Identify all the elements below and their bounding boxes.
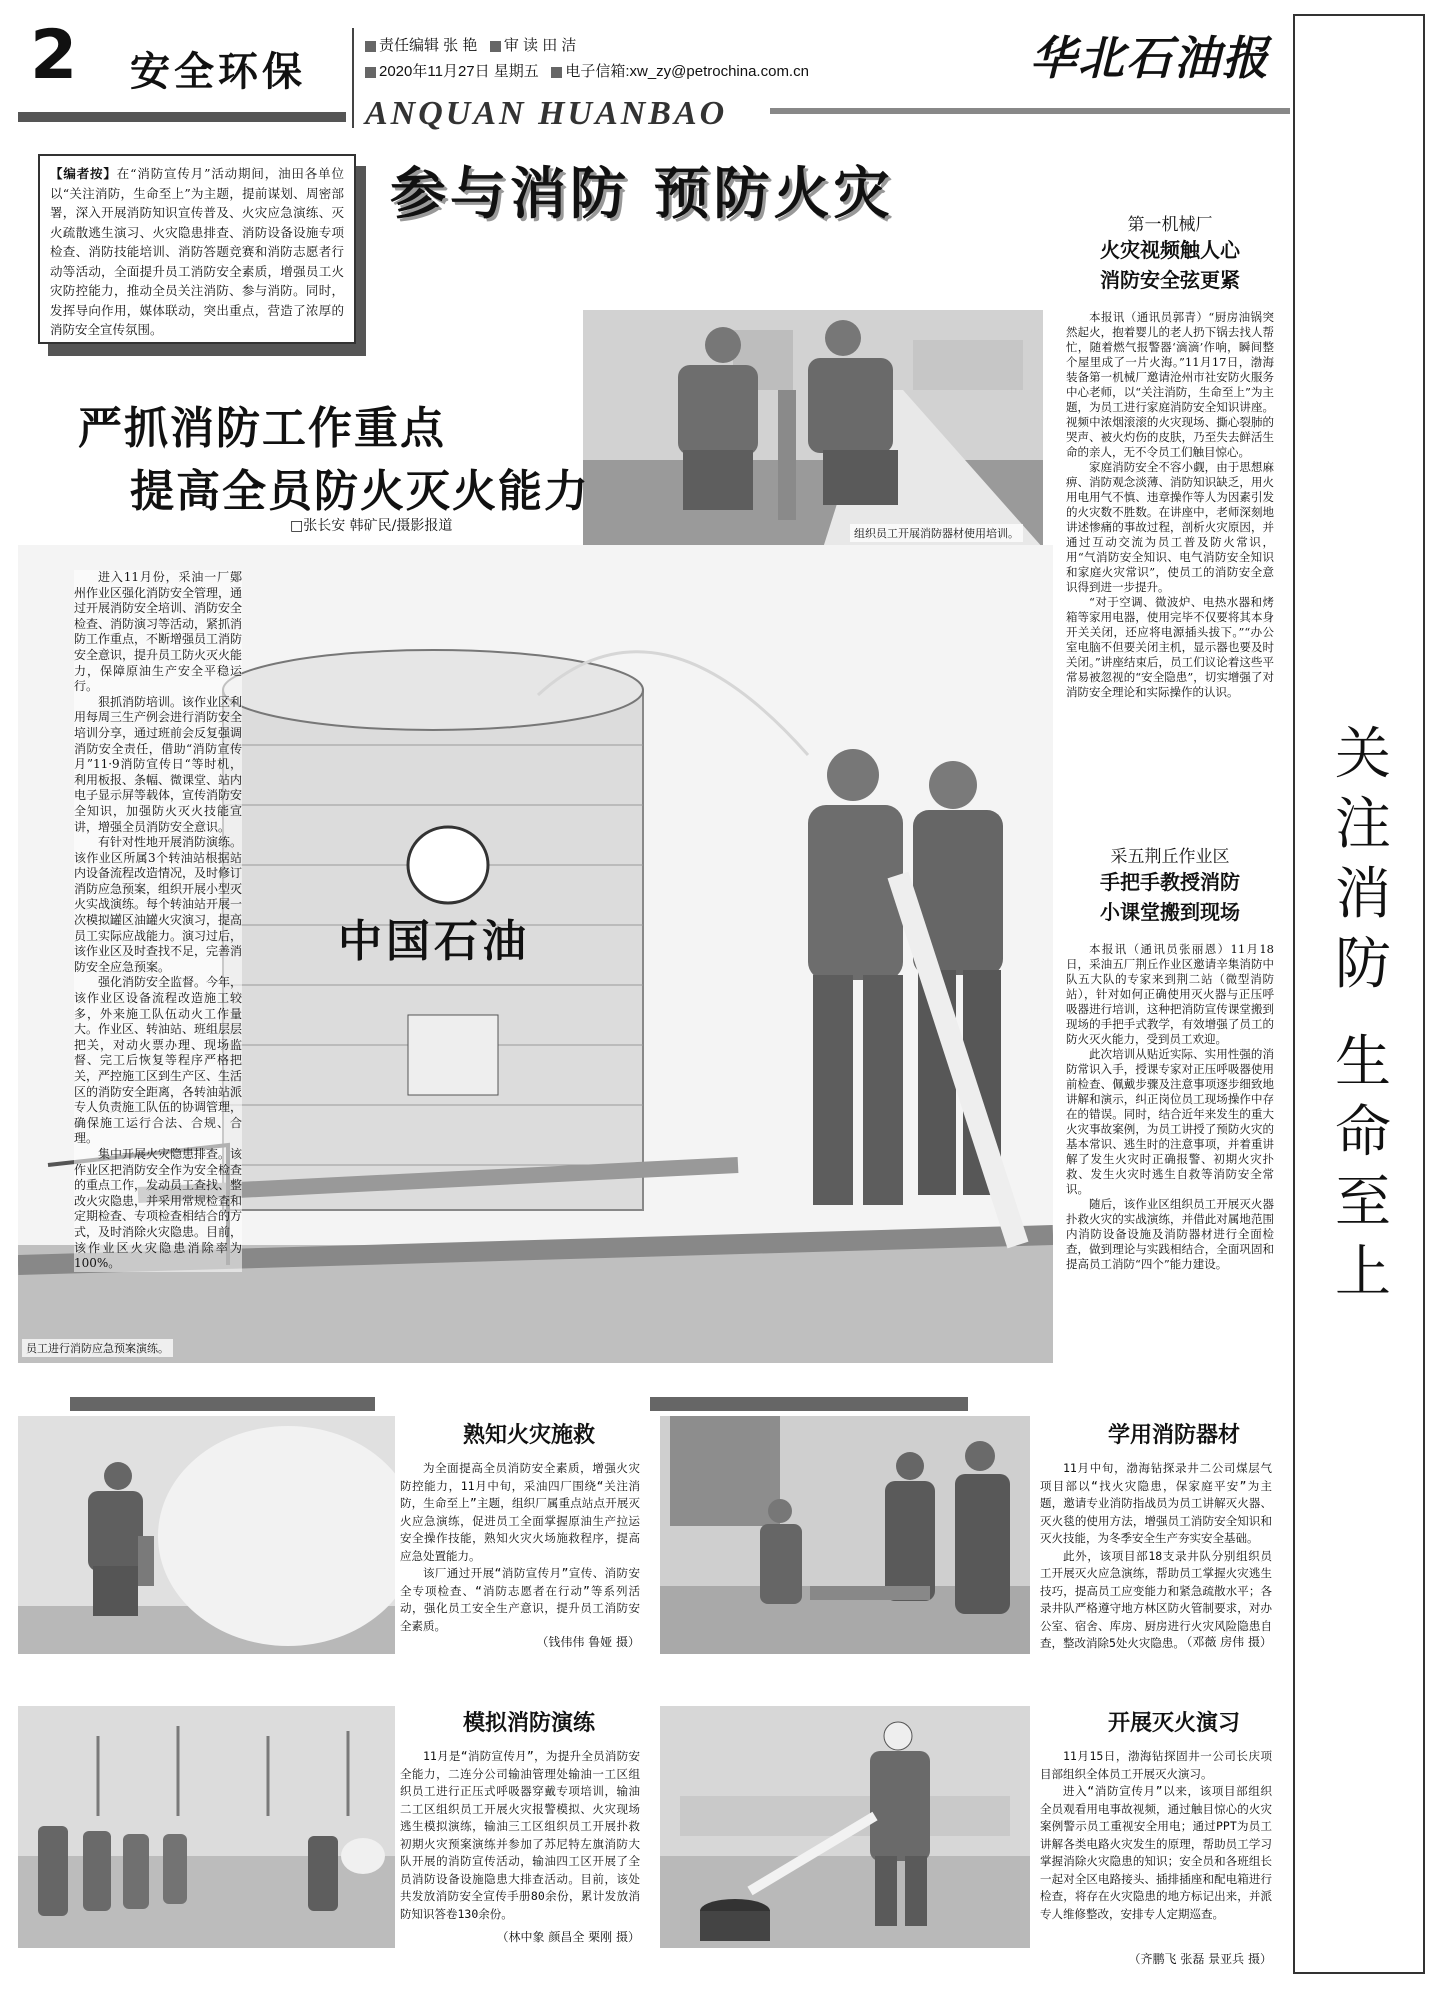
main-story-paragraph: 进入11月份，采油一厂鄚州作业区强化消防安全管理，通过开展消防安全培训、消防安全检查、消防演习等活动，紧抓消防工作重点，不断增强员工消防安全意识，提升员工防火灭火能力，保障原油生产安全平稳运行。 (74, 570, 243, 694)
sub-story-paragraph: 11月是“消防宣传月”，为提升全员消防安全能力，二连分公司输油管理处输油一工区组织员工进行正压式呼吸器穿戴专项培训，输油二工区组织员工开展火灾报警模拟、火灾现场逃生模拟演练，输油三工区组织员工开展扑救初期火灾预案演练并参加了苏尼特左旗消防大队开展的消防宣传活动，输油四工区开展了全员消防设备设施隐患大排查活动。目前，该处共发放消防安全宣传手册80余份，累计发放消防知识答卷130余份。 (400, 1749, 640, 1921)
main-story-paragraph: 强化消防安全监督。今年，该作业区设备流程改造施工较多，外来施工队伍动火工作量大。作业区、转油站、班组层层把关，对动火票办理、现场监督、完工后恢复等程序严格把关，严控施工区到生产区、生活区的消防安全距离，各转油站派专人负责施工队伍的协调管理，确保施工运行合法、合规、合理。 (74, 975, 243, 1146)
training-photo-image (583, 310, 1043, 548)
column2-head-line2: 小课堂搬到现场 (1100, 900, 1240, 924)
side-slogan (1318, 720, 1408, 1308)
sub-story-paragraph: 11月15日，渤海钻探固井一公司长庆项目部组织全体员工开展灭火演习。 (1040, 1749, 1272, 1781)
column2-head-line1: 手把手教授消防 (1100, 870, 1240, 894)
extinguisher-drill-image (18, 1416, 395, 1654)
editor-note (38, 154, 356, 344)
page-number: 2 (30, 16, 78, 95)
column2-paragraph: 本报讯（通讯员张丽恩）11月18日，采油五厂荆丘作业区邀请辛集消防中队五大队的专家来到荆二站（微型消防站），针对如何正确使用灭火器与正压呼吸器进行培训，这种把消防宣传课堂搬到现场的手把手式教学，有效增强了员工的防火灭火能力，受到员工欢迎。 (1066, 942, 1274, 1046)
sub-story2-body (1040, 1460, 1272, 1653)
sub-story1-credit: （钱伟伟 鲁娅 摄） (536, 1635, 640, 1649)
sub-story-bar (70, 1397, 375, 1411)
slogan-char: 命 (1335, 1100, 1391, 1165)
slogan-char: 注 (1335, 792, 1391, 857)
sub-story3-photo (18, 1706, 395, 1948)
header-rule (18, 112, 346, 122)
header-meta-row-2 (365, 60, 809, 81)
header-gray-rule (770, 108, 1290, 114)
fire-drill-image (18, 1706, 395, 1948)
drill-photo-caption: 员工进行消防应急预案演练。 (22, 1339, 173, 1357)
sub-story1-body (400, 1460, 640, 1635)
slogan-char: 生 (1335, 1030, 1391, 1095)
square-bullet-icon (365, 67, 376, 78)
banner-title: 参与消防 预防火灾 (390, 162, 894, 227)
column2-body (1066, 942, 1274, 1272)
sub-story1-title: 熟知火灾施救 (462, 1423, 595, 1448)
sub-story4-photo (660, 1706, 1030, 1948)
slogan-char: 消 (1335, 862, 1391, 927)
equipment-training-image (660, 1416, 1030, 1654)
sub-story-bar (650, 1397, 968, 1411)
sub-story-paragraph: 此外，该项目部18支录井队分别组织员工开展灭火应急演练，帮助员工掌握火灾逃生技巧，提高员工应变能力和紧急疏散水平；各录井队严格遵守地方林区防火管制要求，对办公室、宿舍、库房、厨房进行火灾风险隐患自查，整改消除5处火灾隐患。 (1040, 1548, 1272, 1650)
slogan-char: 至 (1335, 1170, 1391, 1235)
slogan-char: 防 (1335, 932, 1391, 997)
email-label: 电子信箱:xw_zy@petrochina.com.cn (565, 63, 809, 80)
sub-story-paragraph: 为全面提高全员消防安全素质，增强火灾防控能力，11月中旬，采油四厂围绕“关注消防，生命至上”主题，组织厂属重点站点开展灭火应急演练，促进员工全面掌握原油生产拉运安全操作技能，熟知火灾火场施救程序，提高应急处置能力。 (400, 1461, 640, 1563)
column1-kicker: 第一机械厂 (1127, 215, 1213, 235)
column1-paragraph: 本报讯（通讯员郭青）“厨房油锅突然起火，抱着婴儿的老人扔下锅去找人帮忙，随着燃气报警器‘滴滴’作响，瞬间整个屋里成了一片火海。”11月17日，渤海装备第一机械厂邀请沧州市社安防火服务中心老师，以“关注消防，生命至上”为主题，为员工进行家庭消防安全知识讲座。视频中浓烟滚滚的火灾现场、撕心裂肺的哭声、被火灼伤的皮肤，乃至失去鲜活生命的亲人，无不令员工们触目惊心。 (1066, 310, 1274, 459)
main-story-paragraph: 集中开展火灾隐患排查。该作业区把消防安全作为安全检查的重点工作，发动员工查找、整改火灾隐患，并采用常规检查和定期检查、专项检查相结合的方式，及时消除火灾隐患。目前，该作业区火灾隐患消除率为100%。 (74, 1146, 243, 1271)
main-story-paragraph: 有针对性地开展消防演练。该作业区所属3个转油站根据站内设备流程改造情况，及时修订消防应急预案，组织开展小型灭火实战演练。每个转油站开展一次模拟罐区油罐火灾演习，提高员工实际应战能力。演习过后，该作业区及时查找不足，完善消防安全应急预案。 (74, 835, 243, 974)
slogan-char: 关 (1335, 722, 1391, 787)
header-meta-row-1 (365, 34, 576, 55)
square-bullet-icon (490, 41, 501, 52)
header-divider (352, 28, 354, 128)
sub-story2-title: 学用消防器材 (1107, 1423, 1240, 1448)
main-story-body (74, 570, 242, 1272)
training-photo (583, 310, 1043, 548)
sub-story3-credit: （林中象 颜昌全 栗刚 摄） (496, 1930, 640, 1944)
square-bullet-icon (365, 41, 376, 52)
sub-story1-photo (18, 1416, 395, 1654)
tank-label: 中国石油 (338, 916, 530, 967)
editor-note-label: 【编者按】 (50, 166, 117, 181)
sub-story-paragraph: 进入“消防宣传月”以来，该项目部组织全员观看用电事故视频，通过触目惊心的火灾案例警示员工重视安全用电；通过PPT为员工讲解各类电路火灾发生的原理，帮助员工学习掌握消除火灾隐患的知识；安全员和各班组长一起对全区电路接头、插排插座和配电箱进行检查，将存在火灾隐患的地方标记出来，并派专人维修整改，安排专人定期巡查。 (1040, 1784, 1272, 1921)
sub-story3-body (400, 1748, 640, 1923)
column1-paragraph: 家庭消防安全不容小觑，由于思想麻痹、消防观念淡薄、消防知识缺乏，用火用电用气不慎、违章操作等人为因素引发的火灾数不胜数。在讲座中，老师深刻地讲述惨痛的事故过程，剖析火灾原因，并通过互动交流为员工普及防火常识，用“气消防安全知识、电气消防安全知识和家庭火灾常识”，使员工的消防安全意识得到进一步提升。 (1066, 460, 1274, 594)
column1-body (1066, 310, 1274, 700)
training-photo-caption: 组织员工开展消防器材使用培训。 (850, 524, 1023, 542)
sub-story4-credit: （齐鹏飞 张磊 景亚兵 摄） (1128, 1952, 1272, 1966)
column1-head-line1: 火灾视频触人心 (1100, 238, 1240, 262)
column2-paragraph: 随后，该作业区组织员工开展灭火器扑救火灾的实战演练，并借此对属地范围内消防设备设施及消防器材进行全面检查，做到理论与实践相结合，全面巩固和提高员工消防“四个”能力建设。 (1066, 1197, 1274, 1271)
column1-paragraph: “对于空调、微波炉、电热水器和烤箱等家用电器，使用完毕不仅要将其本身开关关闭，还应将电源插头拔下。”“办公室电脑不但要关闭主机，显示器也要及时关闭。”讲座结束后，员工们议论着这些平常易被忽视的“安全隐患”，切实增强了对消防安全理论和实际操作的认识。 (1066, 595, 1274, 699)
sub-story-paragraph: 该厂通过开展“消防宣传月”宣传、消防安全专项检查、“消防志愿者在行动”等系列活动，强化员工安全生产意识，提升员工消防安全素质。 (400, 1566, 640, 1633)
column2-paragraph: 此次培训从贴近实际、实用性强的消防常识入手，授课专家对正压呼吸器使用前检查、佩戴步骤及注意事项逐步细致地讲解和演示，纠正岗位员工现场操作中存在的错误。同时，结合近年来发生的重大火灾事故案例，为员工讲授了预防火灾的基本常识、逃生时的注意事项，并着重讲解了发生火灾时正确报警、初期火灾扑救、发生火灾时逃生自救等消防安全常识。 (1066, 1047, 1274, 1196)
editor-label: 责任编辑 张 艳 (379, 37, 478, 54)
proof-label: 审 读 田 洁 (503, 37, 577, 54)
sub-story2-credit: （邓薇 房伟 摄） (1180, 1635, 1272, 1649)
column1-head-line2: 消防安全弦更紧 (1100, 268, 1240, 292)
sub-story4-title: 开展灭火演习 (1107, 1711, 1240, 1736)
sub-story2-photo (660, 1416, 1030, 1654)
date-label: 2020年11月27日 星期五 (379, 63, 539, 80)
sub-story3-title: 模拟消防演练 (462, 1711, 595, 1736)
main-story-byline: □张长安 韩矿民/摄影报道 (290, 518, 453, 534)
square-bullet-icon (551, 67, 562, 78)
main-story-title-line1: 严抓消防工作重点 (78, 403, 446, 454)
column2-kicker: 采五荆丘作业区 (1110, 847, 1230, 867)
masthead-logo: 华北石油报 (1030, 31, 1270, 85)
slogan-char: 上 (1335, 1240, 1391, 1305)
sub-story4-body (1040, 1748, 1272, 1923)
section-title: 安全环保 (130, 49, 306, 95)
editor-note-text: 在“消防宣传月”活动期间，油田各单位以“关注消防，生命至上”为主题，提前谋划、周密部署，深入开展消防知识宣传普及、火灾应急演练、灭火疏散逃生演习、火灾隐患排查、消防设备设施专项检查、消防技能培训、消防答题竞赛和消防志愿者行动等活动，全面提升员工消防安全素质，增强员工火灾防控能力，推动全员关注消防、参与消防。同时，发挥导向作用，媒体联动，突出重点，营造了浓厚的消防安全宣传氛围。 (50, 166, 344, 337)
main-story-paragraph: 狠抓消防培训。该作业区利用每周三生产例会进行消防安全培训分享，通过班前会反复强调消防安全责任，借助“消防宣传月”11·9消防宣传日“等时机，利用板报、条幅、微课堂、站内电子显示屏等载体，宣传消防安全知识，加强防火灭火技能宣讲，增强全员消防安全意识。 (74, 694, 243, 834)
sub-story-paragraph: 11月中旬，渤海钻探录井二公司煤层气项目部以“找火灾隐患，保家庭平安”为主题，邀请专业消防指战员为员工讲解灭火器、灭火毯的使用方法，增强员工消防安全知识和灭火技能，为冬季安全生产夯实安全基础。 (1040, 1461, 1272, 1545)
extinguishing-drill-image (660, 1706, 1030, 1948)
section-pinyin: ANQUAN HUANBAO (365, 95, 728, 132)
main-story-title-line2: 提高全员防火灭火能力 (130, 466, 590, 517)
